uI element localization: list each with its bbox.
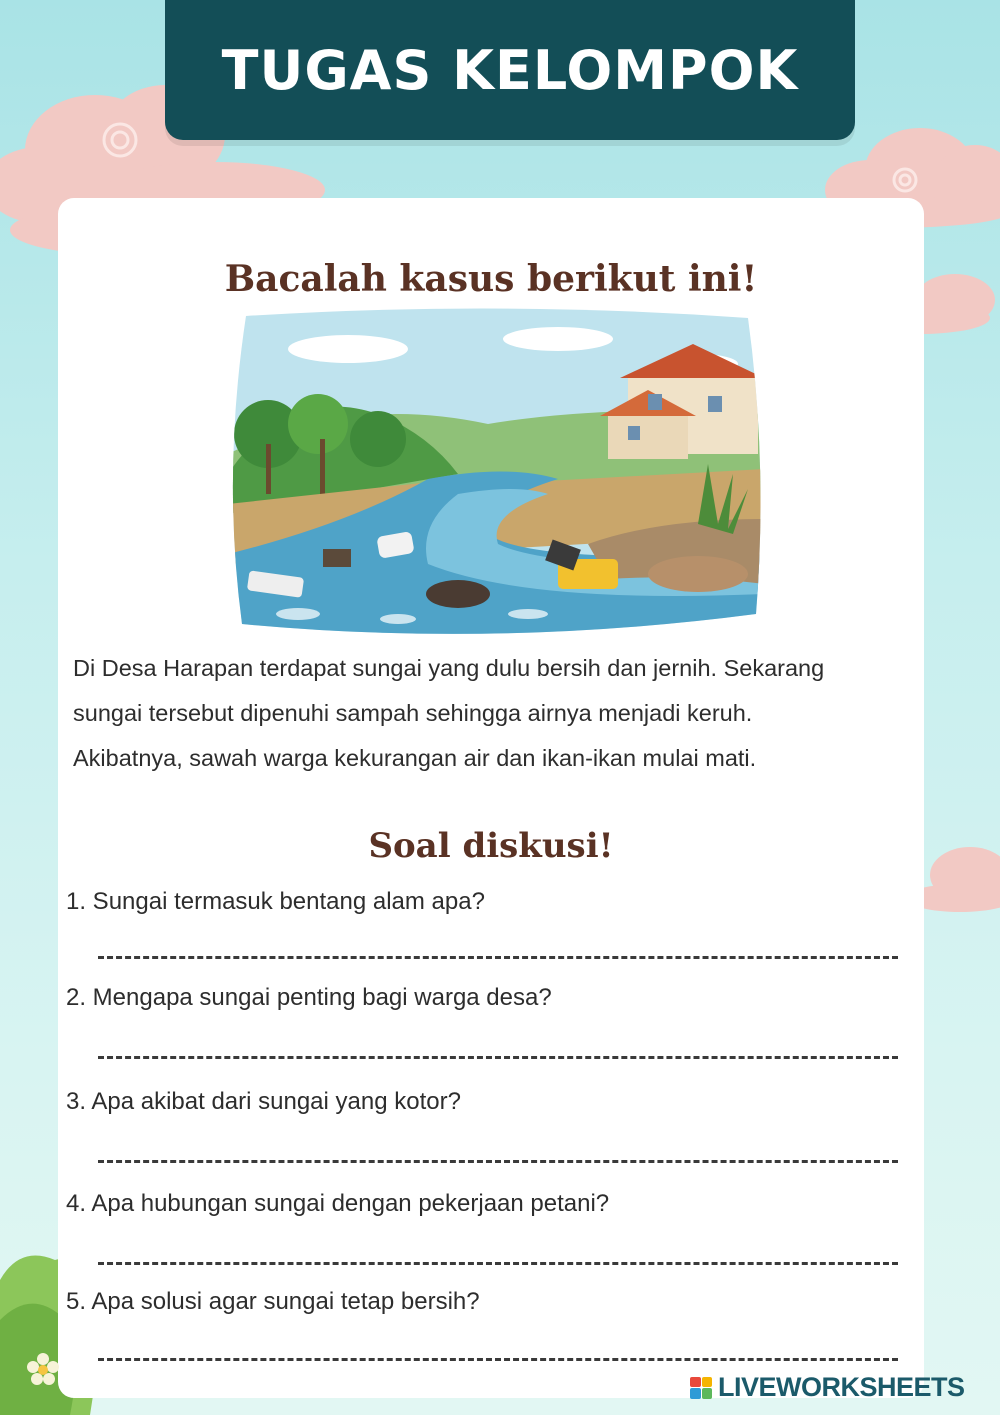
answer-line-4[interactable] [98, 1262, 898, 1265]
flower-icon [26, 1352, 60, 1386]
question-4: 4. Apa hubungan sungai dengan pekerjaan petani? [66, 1190, 610, 1217]
logo-tile [702, 1388, 713, 1399]
page-title: TUGAS KELOMPOK [221, 38, 799, 102]
logo-tile [702, 1377, 713, 1388]
logo-tile [690, 1388, 701, 1399]
answer-line-2[interactable] [98, 1056, 898, 1059]
case-line: Di Desa Harapan terdapat sungai yang dulu bersih dan jernih. Sekarang [73, 655, 825, 681]
liveworksheets-logo-icon [690, 1377, 712, 1399]
question-5: 5. Apa solusi agar sungai tetap bersih? [66, 1288, 480, 1315]
question-1: 1. Sungai termasuk bentang alam apa? [66, 888, 485, 915]
title-banner [165, 0, 855, 140]
discussion-heading: Soal diskusi! [368, 826, 614, 866]
polluted-river-illustration [228, 304, 764, 640]
logo-tile [690, 1377, 701, 1388]
worksheet-paper [58, 198, 924, 1398]
question-3: 3. Apa akibat dari sungai yang kotor? [66, 1088, 461, 1115]
liveworksheets-label: LIVEWORKSHEETS [718, 1372, 965, 1402]
case-line: sungai tersebut dipenuhi sampah sehingga airnya menjadi keruh. [73, 700, 753, 726]
answer-line-5[interactable] [98, 1358, 898, 1361]
liveworksheets-brand[interactable] [690, 1372, 965, 1403]
case-line: Akibatnya, sawah warga kekurangan air dan ikan-ikan mulai mati. [73, 745, 757, 771]
answer-line-1[interactable] [98, 956, 898, 959]
case-paragraph [73, 646, 918, 781]
answer-line-3[interactable] [98, 1160, 898, 1163]
question-2: 2. Mengapa sungai penting bagi warga desa? [66, 984, 552, 1011]
case-heading: Bacalah kasus berikut ini! [224, 258, 758, 300]
